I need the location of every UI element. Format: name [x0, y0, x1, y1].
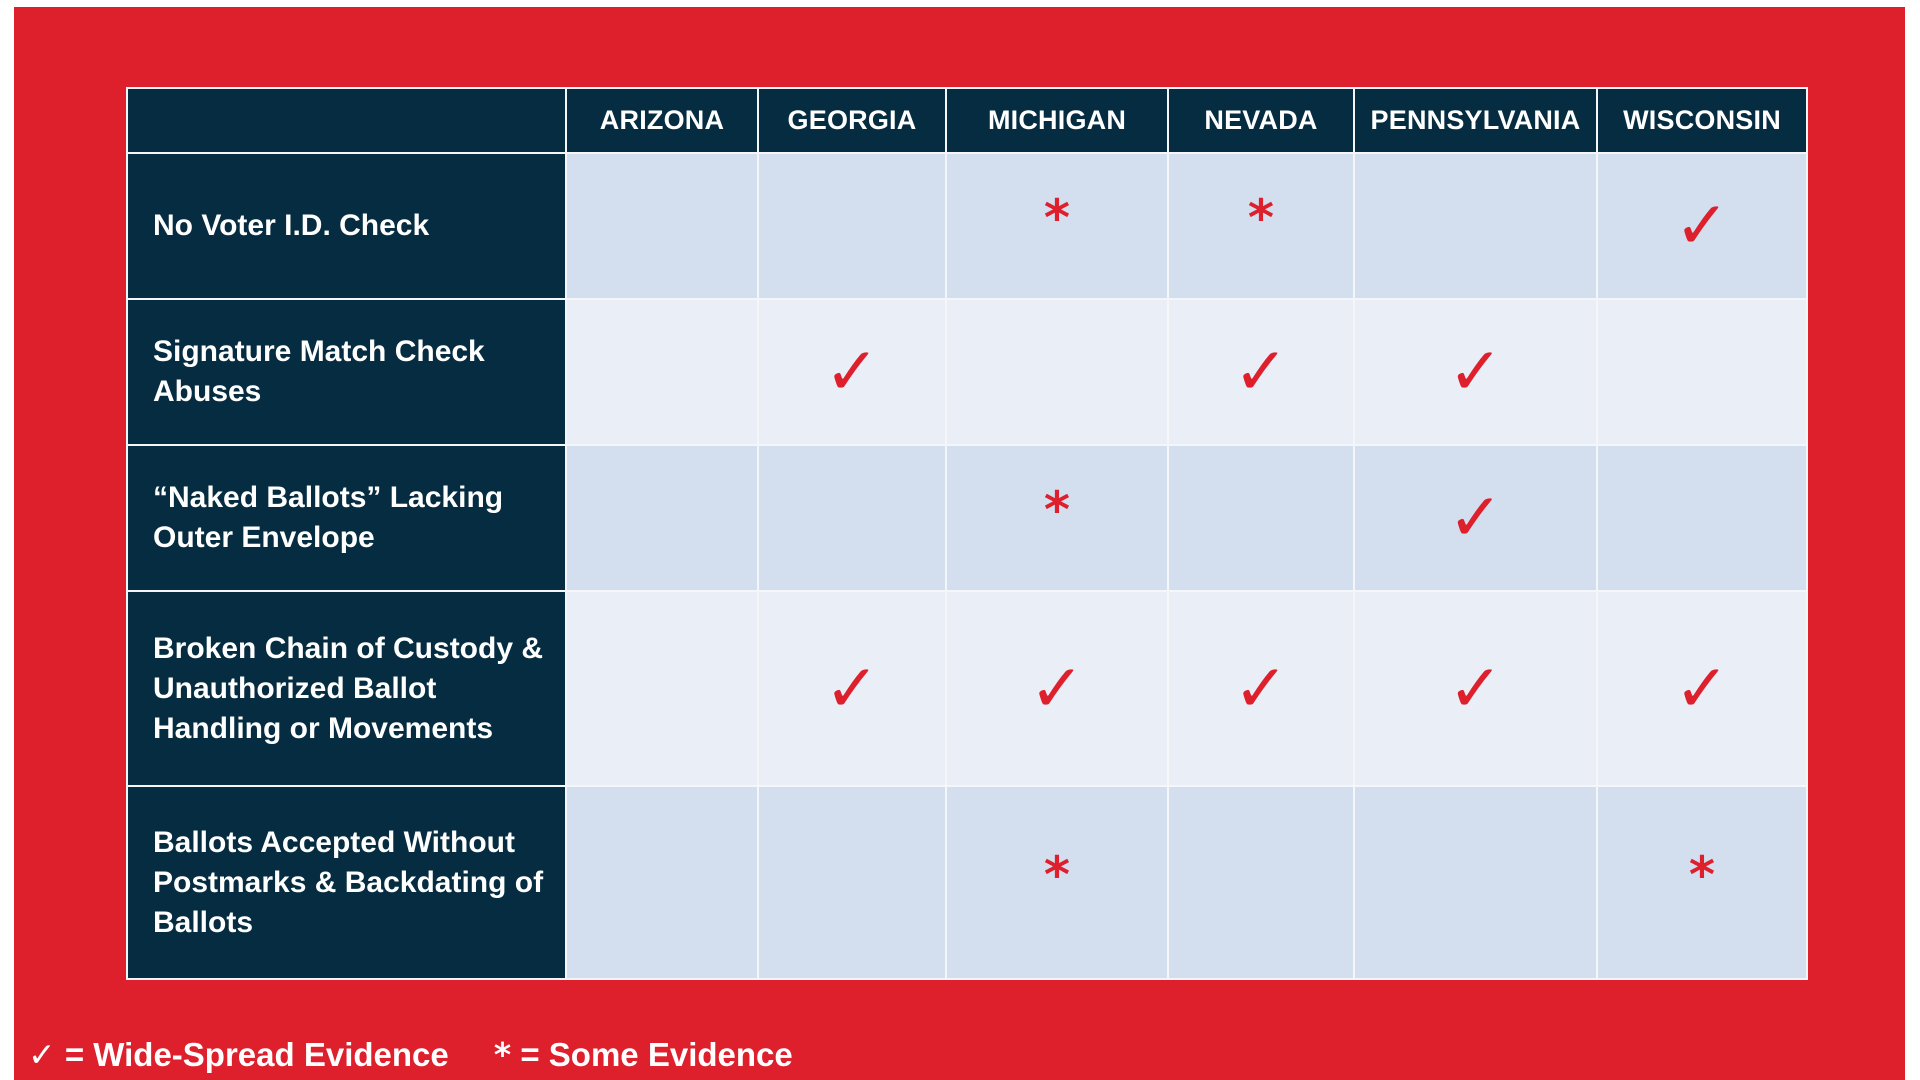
row-label: Ballots Accepted Without Postmarks & Backdating of Ballots	[127, 786, 566, 979]
table-cell	[566, 445, 758, 591]
legend	[28, 1035, 793, 1074]
evidence-mark: ✓	[824, 333, 880, 410]
evidence-mark: ✓	[1447, 333, 1504, 410]
evidence-mark: ✓	[1674, 649, 1730, 727]
table-cell	[1597, 153, 1807, 299]
column-header: ARIZONA	[566, 88, 758, 153]
table-cell	[1168, 299, 1354, 445]
table-cell	[1168, 786, 1354, 979]
table-cell	[566, 299, 758, 445]
table-cell	[758, 591, 946, 786]
table-cell	[946, 591, 1168, 786]
row-label: No Voter I.D. Check	[127, 153, 566, 299]
column-header: MICHIGAN	[946, 88, 1168, 153]
asterisk-icon: *	[493, 1035, 512, 1074]
table-cell	[566, 153, 758, 299]
table-cell	[1597, 786, 1807, 979]
table-cell	[758, 153, 946, 299]
legend-text: = Some Evidence	[511, 1036, 793, 1073]
column-header: PENNSYLVANIA	[1354, 88, 1597, 153]
evidence-mark: ✓	[1674, 187, 1730, 264]
evidence-mark: ✓	[1233, 649, 1289, 727]
evidence-table	[126, 87, 1808, 980]
table-cell	[1597, 445, 1807, 591]
table-cell	[1354, 299, 1597, 445]
table-cell	[1354, 153, 1597, 299]
evidence-mark: *	[1043, 481, 1071, 539]
check-icon: ✓	[28, 1035, 56, 1074]
table-cell	[946, 786, 1168, 979]
table-cell	[946, 445, 1168, 591]
corner-cell	[127, 88, 566, 153]
table-cell	[1354, 445, 1597, 591]
table-cell	[1168, 153, 1354, 299]
table-cell	[566, 786, 758, 979]
table-row	[127, 786, 1807, 979]
table-cell	[758, 299, 946, 445]
legend-text: = Wide-Spread Evidence	[55, 1036, 449, 1073]
column-header: NEVADA	[1168, 88, 1354, 153]
red-frame	[14, 7, 1905, 1080]
evidence-mark: ✓	[1233, 333, 1289, 410]
table-cell	[758, 786, 946, 979]
evidence-mark: ✓	[1447, 649, 1504, 727]
table-cell	[1168, 445, 1354, 591]
table-cell	[1597, 591, 1807, 786]
evidence-mark: *	[1043, 845, 1071, 904]
evidence-mark: ✓	[824, 649, 880, 727]
table-row	[127, 299, 1807, 445]
table-cell	[1354, 786, 1597, 979]
table-cell	[758, 445, 946, 591]
table-row	[127, 591, 1807, 786]
evidence-mark: *	[1043, 189, 1071, 247]
legend-item-some	[494, 1035, 793, 1074]
table-cell	[946, 153, 1168, 299]
column-header: WISCONSIN	[1597, 88, 1807, 153]
evidence-mark: ✓	[1447, 479, 1504, 556]
table-cell	[566, 591, 758, 786]
table-row	[127, 153, 1807, 299]
table-cell	[946, 299, 1168, 445]
row-label: Broken Chain of Custody & Unauthorized Ballot Handling or Movements	[127, 591, 566, 786]
table-row	[127, 445, 1807, 591]
row-label: Signature Match Check Abuses	[127, 299, 566, 445]
evidence-mark: *	[1247, 189, 1275, 247]
evidence-mark: *	[1688, 845, 1716, 904]
header-row	[127, 88, 1807, 153]
evidence-mark: ✓	[1029, 649, 1085, 727]
row-label: “Naked Ballots” Lacking Outer Envelope	[127, 445, 566, 591]
table-cell	[1597, 299, 1807, 445]
column-header: GEORGIA	[758, 88, 946, 153]
legend-item-widespread	[28, 1035, 449, 1074]
table-cell	[1168, 591, 1354, 786]
table-cell	[1354, 591, 1597, 786]
